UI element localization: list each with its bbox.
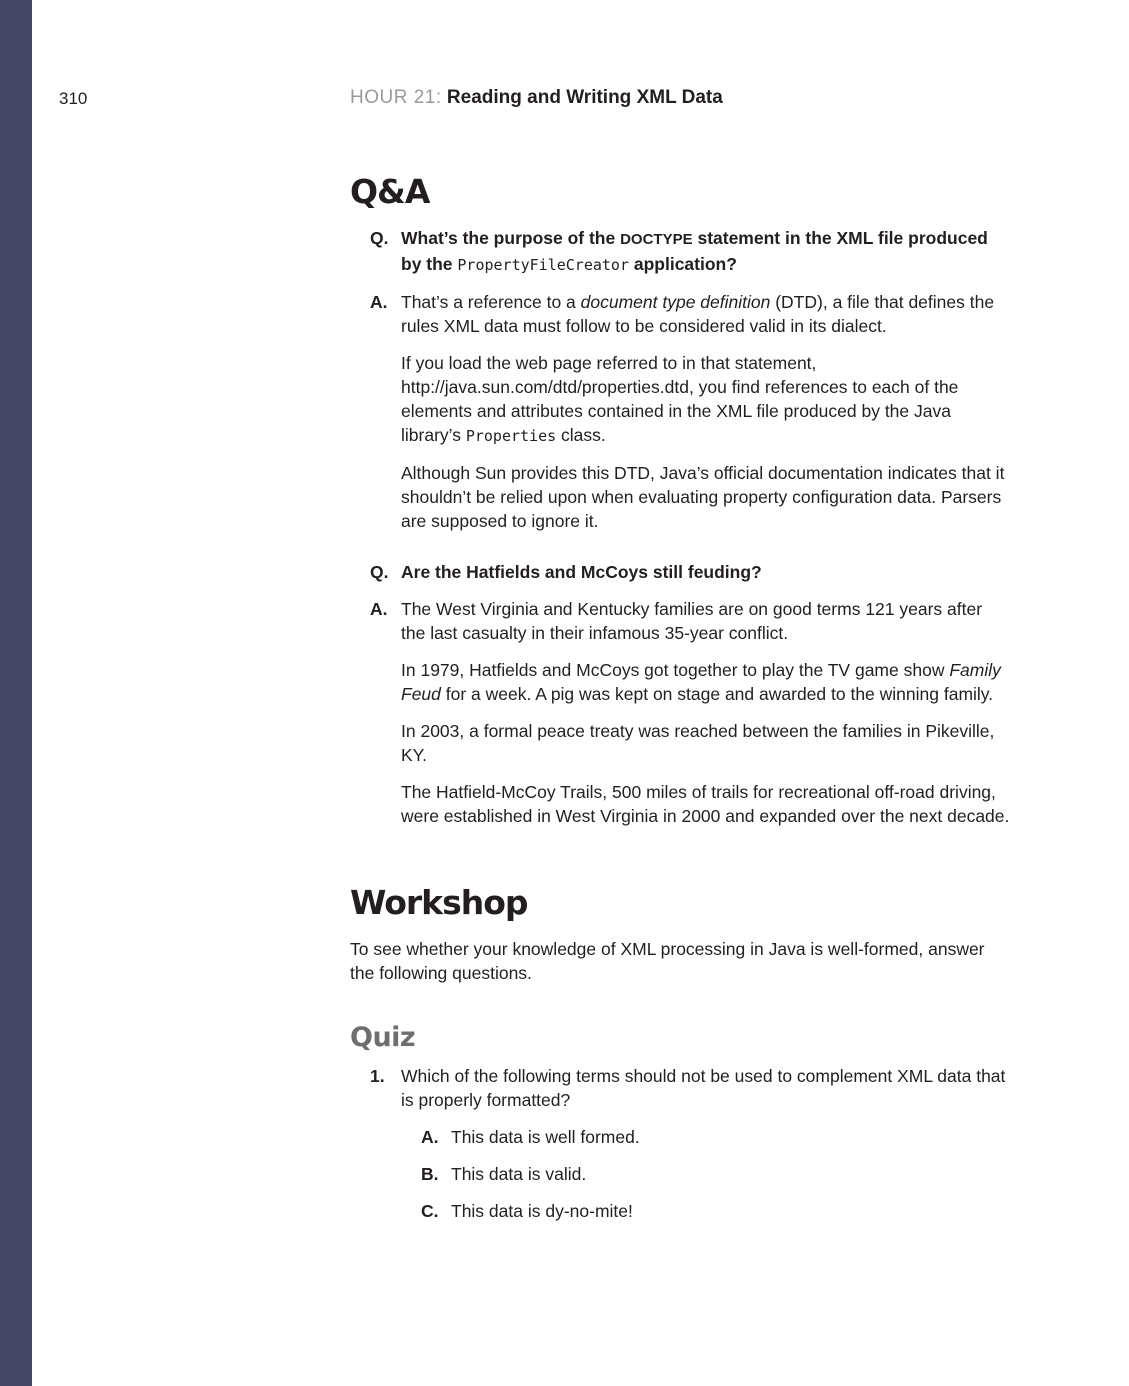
question-1 <box>350 226 1010 277</box>
answer-label: A. <box>370 292 388 312</box>
answer-text: If you load the web page referred to in that statement, http://java.sun.com/dtd/properties.dtd, you find references to each of the elements and attributes contained in the XML file produced by the Java library’s <box>401 353 959 445</box>
answer-2 <box>350 597 1010 645</box>
running-head <box>350 87 723 109</box>
answer-text: class. <box>556 425 606 445</box>
answer-italic: Family Feud <box>401 660 1001 704</box>
question-label: Q. <box>370 228 389 248</box>
doctype-keyword: DOCTYPE <box>620 231 693 248</box>
code-class-name: Properties <box>465 427 557 445</box>
question-2 <box>350 560 1010 584</box>
hour-label: HOUR 21: <box>350 87 442 108</box>
answer-text: In 1979, Hatfields and McCoys got together to play the TV game show <box>401 660 950 680</box>
answer-2-paragraph-2 <box>401 658 1010 706</box>
answer-text: That’s a reference to a <box>401 292 581 312</box>
answer-1 <box>350 290 1010 338</box>
page-content <box>350 170 1010 1236</box>
quiz-question-text: Which of the following terms should not be used to complement XML data that is properly formatted? <box>401 1066 1006 1110</box>
answer-2-paragraph-4: The Hatfield-McCoy Trails, 500 miles of trails for recreational off-road driving, were established in West Virginia in 2000 and expanded over the next decade. <box>401 782 1010 826</box>
option-label: B. <box>421 1164 439 1184</box>
option-text: This data is dy-no-mite! <box>451 1201 633 1221</box>
code-class-name: PropertyFileCreator <box>457 256 629 274</box>
quiz-question-number: 1. <box>370 1066 385 1086</box>
option-text: This data is valid. <box>451 1164 587 1184</box>
quiz-option-c <box>350 1199 1010 1223</box>
answer-text: (DTD), a file that defines the rules XML data must follow to be considered valid in its dialect. <box>401 292 995 336</box>
qa-heading: Q&A <box>350 172 430 211</box>
question-text: application? <box>629 254 737 274</box>
question-text: What’s the purpose of the <box>401 228 621 248</box>
question-text: statement in the XML file produced by the <box>401 228 988 274</box>
answer-italic: document type definition <box>580 292 771 312</box>
answer-1-paragraph-3: Although Sun provides this DTD, Java’s official documentation indicates that it shouldn’t be relied upon when evaluating property configuration data. Parsers are supposed to ignore it. <box>401 463 1005 531</box>
answer-label: A. <box>370 599 388 619</box>
option-label: C. <box>421 1201 439 1221</box>
option-text: This data is well formed. <box>451 1127 640 1147</box>
answer-1-paragraph-2 <box>401 351 1010 448</box>
quiz-option-a <box>350 1125 1010 1149</box>
left-color-bar <box>0 0 32 1386</box>
chapter-title: Reading and Writing XML Data <box>446 87 723 108</box>
quiz-option-b <box>350 1162 1010 1186</box>
quiz-question-1 <box>350 1064 1010 1112</box>
answer-2-paragraph-3: In 2003, a formal peace treaty was reached between the families in Pikeville, KY. <box>401 721 995 765</box>
workshop-heading: Workshop <box>350 883 528 922</box>
option-label: A. <box>421 1127 439 1147</box>
workshop-intro: To see whether your knowledge of XML processing in Java is well-formed, answer the following questions. <box>350 939 985 983</box>
question-label: Q. <box>370 562 389 582</box>
quiz-heading: Quiz <box>350 1022 416 1053</box>
question-text: Are the Hatfields and McCoys still feuding? <box>401 562 762 582</box>
answer-text: for a week. A pig was kept on stage and awarded to the winning family. <box>440 684 994 704</box>
answer-text: The West Virginia and Kentucky families are on good terms 121 years after the last casualty in their infamous 35-year conflict. <box>401 599 983 643</box>
page-number: 310 <box>59 89 88 108</box>
